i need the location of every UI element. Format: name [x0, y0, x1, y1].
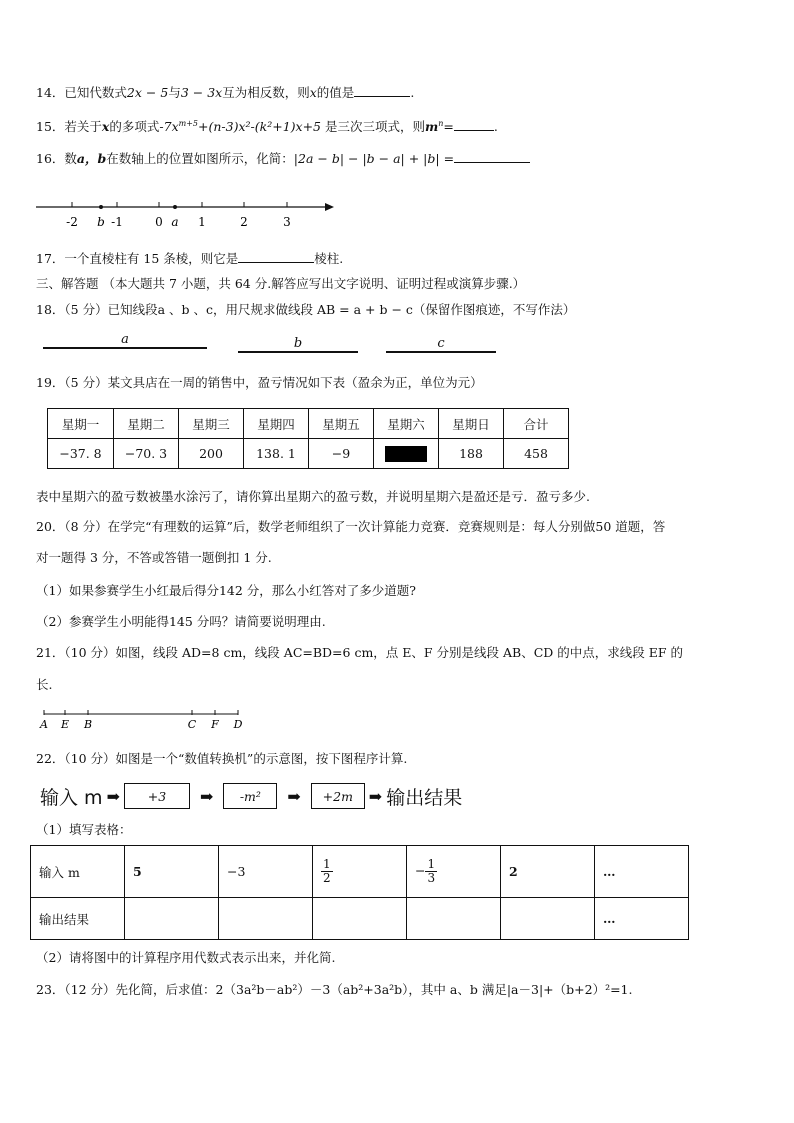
answer-cell[interactable] [407, 898, 501, 940]
table-cell: 5 [125, 846, 219, 898]
sub-question: （1）如果参赛学生小红最后得分142 分，那么小红答对了多少道题? [36, 583, 416, 598]
polynomial: -7x [159, 119, 179, 135]
point-label: F [211, 718, 219, 731]
table-cell: 200 [179, 439, 244, 469]
table-header: 星期一 [48, 409, 114, 439]
question-number: 18． [36, 302, 65, 317]
flow-step: -m² [223, 783, 277, 809]
sub-question: （2）参赛学生小明能得145 分吗？请简要说明理由. [36, 614, 326, 629]
tick-label: b [97, 215, 105, 229]
answer-cell[interactable] [313, 898, 407, 940]
question-number: 23． [36, 982, 65, 997]
table-header: 星期三 [179, 409, 244, 439]
table-row [31, 846, 689, 898]
point-marker [99, 205, 103, 209]
point-label: D [233, 718, 243, 731]
answer-blank[interactable] [354, 84, 410, 97]
table-header: 合计 [504, 409, 569, 439]
input-output-table [30, 845, 689, 940]
table-cell: −3 [219, 846, 313, 898]
question-14: 14．已知代数式2x − 5与3 − 3x互为相反数，则x的值是 . [36, 85, 415, 100]
question-number: 19． [36, 375, 65, 390]
fraction: $\frac{1}{3}$ [427, 857, 436, 885]
table-header: 星期五 [309, 409, 374, 439]
table-cell: … [595, 846, 689, 898]
row-label: 输入 m [31, 846, 125, 898]
expression: 3 − 3x [180, 85, 223, 100]
question-number: 17． [36, 251, 65, 266]
conversion-machine [40, 780, 462, 812]
segment-c: c [386, 336, 496, 353]
table-cell: −9 [309, 439, 374, 469]
arrow-right-icon: ➡ [368, 786, 383, 806]
table-cell: 458 [504, 439, 569, 469]
table-cell: 2 [501, 846, 595, 898]
tick-label: -1 [111, 215, 123, 229]
table-cell: − $\frac{1}{3}$ [407, 846, 501, 898]
number-line [36, 198, 346, 232]
arrow-right-icon [325, 203, 334, 211]
answer-blank[interactable] [238, 250, 314, 263]
arrow-right-icon: ➡ [106, 786, 120, 806]
point-label: A [40, 718, 48, 731]
sub-question: （1）填写表格： [36, 822, 132, 837]
tick-label: 3 [283, 215, 291, 229]
question-22: 22．（10 分）如图是一个“数值转换机”的示意图，按下图程序计算. [36, 751, 408, 766]
tick-label: 0 [155, 215, 163, 229]
answer-blank[interactable] [454, 118, 494, 131]
point-label: B [83, 718, 93, 731]
segment-a: a [43, 332, 207, 349]
point-label: E [60, 718, 70, 731]
table-header: 星期二 [114, 409, 179, 439]
question-number: 20． [36, 519, 65, 534]
ink-blot [385, 446, 427, 462]
question-18: 18．（5 分）已知线段a 、b 、c，用尺规求做线段 AB = a + b − c（保留作图痕迹，不写作法） [36, 302, 576, 317]
question-23: 23．（12 分）先化简，后求值：2（3a²b－ab²）－3（ab²+3a²b），其中 a、b 满足|a－3|+（b+2）²=1. [36, 982, 633, 997]
expression: |2a − b| − |b − a| + |b| = [293, 151, 455, 166]
point-marker [173, 205, 177, 209]
table-header: 星期四 [244, 409, 309, 439]
answer-cell[interactable] [501, 898, 595, 940]
table-header: 星期日 [439, 409, 504, 439]
question-15: 15．若关于x的多项式$-7x^{m+5}+(n-3)x^2-(k^2+1)x+5$ 是三次三项式，则$m^n=$ . [36, 119, 498, 135]
arrow-right-icon: ➡ [287, 786, 301, 806]
table-cell: −37. 8 [48, 439, 114, 469]
sub-question: （2）请将图中的计算程序用代数式表示出来，并化简. [36, 950, 336, 965]
row-label: 输出结果 [31, 898, 125, 940]
fraction: $\frac{1}{2}$ [323, 857, 331, 885]
ink-stain-cell [374, 439, 439, 469]
question-17: 17．一个直棱柱有 15 条棱，则它是 棱柱. [36, 251, 344, 266]
flow-step: +3 [124, 783, 190, 809]
flow-input-label: 输入 m [40, 786, 103, 809]
question-number: 16． [36, 151, 65, 166]
arrow-right-icon: ➡ [199, 786, 214, 806]
tick-label: -2 [66, 215, 78, 229]
section-title: 三、解答题 （本大题共 7 小题，共 64 分.解答应写出文字说明、证明过程或演算步骤.） [36, 276, 526, 291]
expression: 2x − 5 [126, 85, 169, 100]
answer-cell[interactable] [125, 898, 219, 940]
profit-loss-table [47, 408, 569, 469]
segment-b: b [238, 336, 358, 353]
table-header-row [48, 409, 569, 439]
segment-figure [36, 708, 256, 734]
point-label: C [187, 718, 197, 731]
tick-label: 2 [240, 215, 248, 229]
table-cell: −70. 3 [114, 439, 179, 469]
tick-label: 1 [198, 215, 206, 229]
question-16: 16．数a，b在数轴上的位置如图所示，化简：|2a − b| − |b − a| + |b| = [36, 150, 530, 167]
table-cell: 138. 1 [244, 439, 309, 469]
flow-output-label: 输出结果 [386, 786, 463, 809]
tick-label: a [171, 215, 179, 229]
table-cell: 188 [439, 439, 504, 469]
question-19: 19．（5 分）某文具店在一周的销售中，盈亏情况如下表（盈余为正，单位为元） [36, 375, 483, 390]
answer-blank[interactable] [454, 150, 530, 163]
question-number: 21． [36, 645, 65, 660]
table-header: 星期六 [374, 409, 439, 439]
table-row [31, 898, 689, 940]
flow-step: +2m [311, 783, 365, 809]
question-number: 15． [36, 119, 65, 135]
table-cell: … [595, 898, 689, 940]
question-20: 20．（8 分）在学完“有理数的运算”后，数学老师组织了一次计算能力竞赛．竞赛规则是：每人分别做50 道题，答 [36, 519, 666, 534]
question-number: 22． [36, 751, 65, 766]
question-19-followup: 表中星期六的盈亏数被墨水涂污了，请你算出星期六的盈亏数，并说明星期六是盈还是亏．盈亏多少. [36, 489, 590, 504]
question-number: 14． [36, 85, 65, 100]
table-row [48, 439, 569, 469]
table-cell [313, 846, 407, 898]
question-21: 21．（10 分）如图，线段 AD=8 cm，线段 AC=BD=6 cm，点 E、F 分别是线段 AB、CD 的中点，求线段 EF 的 [36, 645, 684, 660]
answer-cell[interactable] [219, 898, 313, 940]
